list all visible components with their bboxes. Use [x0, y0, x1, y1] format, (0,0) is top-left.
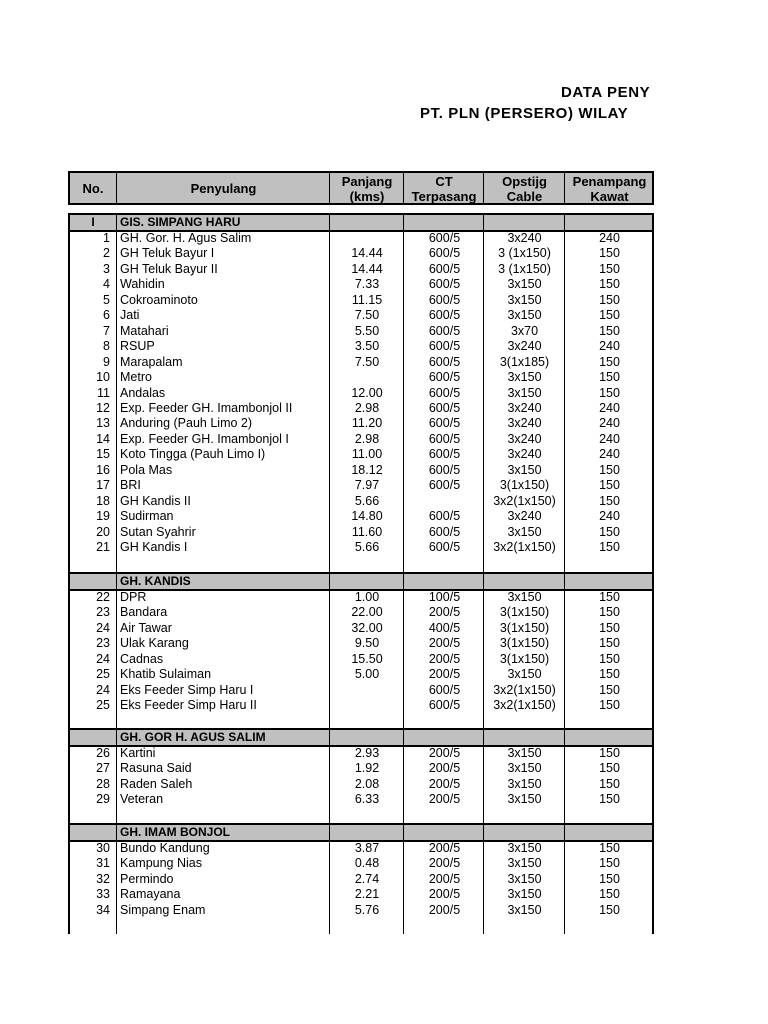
feeder-name: Wahidin [120, 277, 165, 292]
feeder-name: Marapalam [120, 354, 183, 369]
table-row [0, 683, 768, 699]
opstijg-cable: 3x150 [507, 761, 542, 776]
table-row [0, 540, 768, 556]
conductor-size: 150 [599, 636, 620, 651]
row-number: 1 [103, 231, 110, 245]
ct-rating: 200/5 [428, 776, 461, 791]
opstijg-cable: 3x240 [507, 231, 542, 245]
row-number: 24 [96, 682, 110, 697]
feeder-name: Khatib Sulaiman [120, 667, 212, 682]
row-number: 24 [96, 620, 110, 635]
row-number: 13 [96, 416, 110, 431]
table-row [0, 355, 768, 371]
table-border [69, 203, 654, 205]
table-border [564, 171, 565, 205]
conductor-size: 150 [599, 776, 620, 791]
conductor-size: 150 [599, 667, 620, 682]
conductor-size: 240 [599, 431, 620, 446]
table-row [0, 386, 768, 402]
row-number: 34 [96, 902, 110, 917]
conductor-size: 150 [599, 323, 620, 338]
section-title: GH. IMAM BONJOL [120, 825, 230, 839]
ct-rating: 600/5 [428, 682, 461, 697]
row-number: 28 [96, 776, 110, 791]
length-kms: 18.12 [351, 462, 383, 477]
opstijg-cable: 3x240 [507, 447, 542, 462]
row-number: 14 [96, 431, 110, 446]
feeder-name: Cokroaminoto [120, 292, 198, 307]
conductor-size: 150 [599, 590, 620, 604]
opstijg-cable: 3x150 [507, 792, 542, 807]
table-row [0, 652, 768, 668]
row-number: 16 [96, 462, 110, 477]
opstijg-cable: 3x150 [507, 841, 542, 855]
opstijg-cable: 3x240 [507, 509, 542, 524]
table-row [0, 339, 768, 355]
feeder-name: Andalas [120, 385, 166, 400]
header-ct: CT Terpasang [411, 173, 477, 204]
length-kms: 12.00 [351, 385, 383, 400]
row-number: 10 [96, 370, 110, 385]
ct-rating: 200/5 [428, 636, 461, 651]
conductor-size: 150 [599, 261, 620, 276]
opstijg-cable: 3x150 [507, 856, 542, 871]
opstijg-cable: 3x2(1x150) [493, 540, 556, 554]
table-row [0, 636, 768, 652]
length-kms: 9.50 [354, 636, 380, 651]
length-kms: 2.98 [354, 400, 380, 415]
section-title: GH. GOR H. AGUS SALIM [120, 730, 266, 744]
ct-rating: 600/5 [428, 400, 461, 415]
row-number: 4 [103, 277, 110, 292]
conductor-size: 240 [599, 416, 620, 431]
length-kms: 22.00 [351, 605, 383, 620]
conductor-size: 150 [599, 246, 620, 261]
conductor-size: 150 [599, 370, 620, 385]
feeder-name: GH Teluk Bayur I [120, 246, 215, 261]
conductor-size: 150 [599, 902, 620, 917]
opstijg-cable: 3(1x150) [499, 636, 550, 651]
table-row [0, 621, 768, 637]
feeder-name: Veteran [120, 792, 164, 807]
opstijg-cable: 3(1x150) [499, 478, 550, 493]
opstijg-cable: 3(1x185) [499, 354, 550, 369]
length-kms: 2.93 [354, 746, 380, 760]
ct-rating: 600/5 [428, 431, 461, 446]
table-row [0, 494, 768, 510]
length-kms: 2.98 [354, 431, 380, 446]
feeder-name: Pola Mas [120, 462, 173, 477]
section-roman-numeral: I [91, 215, 95, 229]
conductor-size: 150 [599, 746, 620, 760]
opstijg-cable: 3(1x150) [499, 651, 550, 666]
ct-rating: 200/5 [428, 792, 461, 807]
length-kms: 5.66 [354, 493, 380, 508]
feeder-name: Koto Tingga (Pauh Limo I) [120, 447, 266, 462]
opstijg-cable: 3x150 [507, 667, 542, 682]
length-kms: 7.50 [354, 354, 380, 369]
length-kms: 5.50 [354, 323, 380, 338]
ct-rating: 100/5 [428, 590, 461, 604]
feeder-name: Jati [120, 308, 140, 323]
conductor-size: 150 [599, 308, 620, 323]
header-panjang: Panjang (kms) [341, 173, 393, 204]
ct-rating: 200/5 [428, 841, 461, 855]
ct-rating: 200/5 [428, 856, 461, 871]
ct-rating: 600/5 [428, 385, 461, 400]
table-border [68, 171, 70, 205]
row-number: 24 [96, 651, 110, 666]
opstijg-cable: 3x150 [507, 902, 542, 917]
opstijg-cable: 3x150 [507, 385, 542, 400]
length-kms: 5.00 [354, 667, 380, 682]
ct-rating: 600/5 [428, 524, 461, 539]
ct-rating: 600/5 [428, 339, 461, 354]
opstijg-cable: 3 (1x150) [498, 246, 551, 261]
feeder-name: Raden Saleh [120, 776, 193, 791]
opstijg-cable: 3x150 [507, 292, 542, 307]
conductor-size: 240 [599, 339, 620, 354]
table-row [0, 262, 768, 278]
table-row [0, 416, 768, 432]
conductor-size: 150 [599, 620, 620, 635]
row-number: 22 [96, 590, 110, 604]
feeder-name: Bandara [120, 605, 168, 620]
table-border [69, 171, 654, 173]
table-row [0, 525, 768, 541]
section-title: GIS. SIMPANG HARU [120, 215, 241, 229]
feeder-name: Sutan Syahrir [120, 524, 196, 539]
opstijg-cable: 3x150 [507, 308, 542, 323]
ct-rating: 600/5 [428, 231, 461, 245]
opstijg-cable: 3x240 [507, 431, 542, 446]
length-kms: 5.66 [354, 540, 380, 554]
table-row [0, 777, 768, 793]
length-kms: 7.97 [354, 478, 380, 493]
row-number: 20 [96, 524, 110, 539]
feeder-name: Matahari [120, 323, 169, 338]
feeder-name: Cadnas [120, 651, 164, 666]
row-number: 12 [96, 400, 110, 415]
ct-rating: 200/5 [428, 746, 461, 760]
length-kms: 0.48 [354, 856, 380, 871]
row-number: 31 [96, 856, 110, 871]
row-number: 15 [96, 447, 110, 462]
feeder-name: BRI [120, 478, 141, 493]
conductor-size: 150 [599, 761, 620, 776]
opstijg-cable: 3x150 [507, 277, 542, 292]
opstijg-cable: 3x150 [507, 887, 542, 902]
conductor-size: 240 [599, 447, 620, 462]
ct-rating: 200/5 [428, 605, 461, 620]
ct-rating: 600/5 [428, 308, 461, 323]
ct-rating: 400/5 [428, 620, 461, 635]
ct-rating: 600/5 [428, 416, 461, 431]
length-kms: 14.44 [351, 246, 383, 261]
ct-rating: 600/5 [428, 370, 461, 385]
length-kms: 1.00 [354, 590, 380, 604]
conductor-size: 240 [599, 509, 620, 524]
table-row [0, 605, 768, 621]
table-border [652, 171, 654, 205]
conductor-size: 150 [599, 605, 620, 620]
row-number: 17 [96, 478, 110, 493]
row-number: 27 [96, 761, 110, 776]
conductor-size: 150 [599, 698, 620, 713]
table-row [0, 590, 768, 606]
table-row [0, 746, 768, 762]
table-row [0, 903, 768, 919]
feeder-name: Eks Feeder Simp Haru II [120, 698, 257, 713]
feeder-name: Metro [120, 370, 152, 385]
feeder-name: Air Tawar [120, 620, 172, 635]
feeder-name: Kampung Nias [120, 856, 202, 871]
opstijg-cable: 3x150 [507, 776, 542, 791]
header-no: No. [82, 181, 104, 196]
feeder-name: Anduring (Pauh Limo 2) [120, 416, 253, 431]
opstijg-cable: 3x2(1x150) [493, 493, 556, 508]
conductor-size: 150 [599, 792, 620, 807]
ct-rating: 200/5 [428, 667, 461, 682]
opstijg-cable: 3x150 [507, 590, 542, 604]
feeder-name: DPR [120, 590, 147, 604]
table-row [0, 277, 768, 293]
feeder-name: Eks Feeder Simp Haru I [120, 682, 254, 697]
table-border [483, 171, 484, 205]
ct-rating: 600/5 [428, 462, 461, 477]
table-row [0, 246, 768, 262]
length-kms: 3.50 [354, 339, 380, 354]
table-row [0, 308, 768, 324]
conductor-size: 150 [599, 462, 620, 477]
ct-rating: 600/5 [428, 698, 461, 713]
opstijg-cable: 3(1x150) [499, 605, 550, 620]
feeder-name: GH Kandis II [120, 493, 191, 508]
table-row [0, 792, 768, 808]
table-row [0, 324, 768, 340]
length-kms: 2.74 [354, 871, 380, 886]
opstijg-cable: 3x240 [507, 339, 542, 354]
opstijg-cable: 3x150 [507, 871, 542, 886]
ct-rating: 200/5 [428, 871, 461, 886]
feeder-name: Permindo [120, 871, 174, 886]
row-number: 11 [97, 385, 110, 400]
ct-rating: 200/5 [428, 761, 461, 776]
row-number: 2 [103, 246, 110, 261]
ct-rating: 600/5 [428, 277, 461, 292]
ct-rating: 600/5 [428, 261, 461, 276]
table-row [0, 463, 768, 479]
opstijg-cable: 3x240 [507, 400, 542, 415]
table-row [0, 856, 768, 872]
row-number: 32 [96, 871, 110, 886]
opstijg-cable: 3x150 [507, 462, 542, 477]
length-kms: 32.00 [351, 620, 383, 635]
table-row [0, 509, 768, 525]
ct-rating: 600/5 [428, 292, 461, 307]
ct-rating: 600/5 [428, 323, 461, 338]
row-number: 23 [96, 605, 110, 620]
table-border [403, 171, 404, 205]
document-title-line2: PT. PLN (PERSERO) WILAY [420, 105, 629, 122]
table-row [0, 231, 768, 247]
table-border [329, 171, 330, 205]
length-kms: 11.20 [351, 416, 383, 431]
length-kms: 14.44 [351, 261, 383, 276]
table-row [0, 698, 768, 714]
length-kms: 6.33 [354, 792, 380, 807]
opstijg-cable: 3x150 [507, 370, 542, 385]
length-kms: 7.33 [354, 277, 380, 292]
feeder-name: GH. Gor. H. Agus Salim [120, 231, 252, 245]
conductor-size: 150 [599, 856, 620, 871]
feeder-name: Ulak Karang [120, 636, 189, 651]
feeder-name: Kartini [120, 746, 156, 760]
length-kms: 2.08 [354, 776, 380, 791]
opstijg-cable: 3x70 [510, 323, 539, 338]
ct-rating: 200/5 [428, 902, 461, 917]
ct-rating: 600/5 [428, 246, 461, 261]
opstijg-cable: 3x2(1x150) [493, 698, 556, 713]
conductor-size: 150 [599, 871, 620, 886]
length-kms: 3.87 [354, 841, 380, 855]
opstijg-cable: 3x240 [507, 416, 542, 431]
conductor-size: 150 [599, 385, 620, 400]
row-number: 23 [96, 636, 110, 651]
conductor-size: 150 [599, 277, 620, 292]
conductor-size: 240 [599, 400, 620, 415]
length-kms: 11.60 [351, 524, 383, 539]
feeder-name: Exp. Feeder GH. Imambonjol I [120, 431, 289, 446]
table-row [0, 841, 768, 857]
feeder-name: Exp. Feeder GH. Imambonjol II [120, 400, 293, 415]
length-kms: 5.76 [354, 902, 380, 917]
header-penyulang: Penyulang [190, 181, 257, 196]
document-title-line1: DATA PENY [561, 84, 651, 101]
opstijg-cable: 3x2(1x150) [493, 682, 556, 697]
row-number: 19 [96, 509, 110, 524]
length-kms: 11.15 [351, 292, 383, 307]
row-number: 7 [103, 323, 110, 338]
row-number: 33 [96, 887, 110, 902]
opstijg-cable: 3x150 [507, 524, 542, 539]
conductor-size: 150 [599, 682, 620, 697]
length-kms: 7.50 [354, 308, 380, 323]
header-opstijg: Opstijg Cable [502, 173, 547, 204]
feeder-name: Simpang Enam [120, 902, 206, 917]
length-kms: 1.92 [354, 761, 380, 776]
table-row [0, 370, 768, 386]
header-penampang: Penampang Kawat [572, 173, 647, 204]
conductor-size: 150 [599, 524, 620, 539]
row-number: 25 [96, 667, 110, 682]
row-number: 18 [96, 493, 110, 508]
table-row [0, 447, 768, 463]
opstijg-cable: 3 (1x150) [498, 261, 551, 276]
conductor-size: 150 [599, 887, 620, 902]
ct-rating: 200/5 [428, 887, 461, 902]
feeder-name: GH Kandis I [120, 540, 188, 554]
table-row [0, 293, 768, 309]
ct-rating: 600/5 [428, 354, 461, 369]
opstijg-cable: 3(1x150) [499, 620, 550, 635]
row-number: 21 [96, 540, 110, 554]
row-number: 26 [96, 746, 110, 760]
conductor-size: 150 [599, 354, 620, 369]
feeder-name: Ramayana [120, 887, 181, 902]
length-kms: 15.50 [351, 651, 383, 666]
table-row [0, 478, 768, 494]
feeder-name: GH Teluk Bayur II [120, 261, 218, 276]
conductor-size: 150 [599, 292, 620, 307]
feeder-name: RSUP [120, 339, 155, 354]
conductor-size: 240 [599, 231, 620, 245]
section-title: GH. KANDIS [120, 574, 191, 588]
conductor-size: 150 [599, 841, 620, 855]
row-number: 3 [103, 261, 110, 276]
conductor-size: 150 [599, 478, 620, 493]
row-number: 5 [103, 292, 110, 307]
ct-rating: 600/5 [428, 509, 461, 524]
feeder-name: Bundo Kandung [120, 841, 210, 855]
ct-rating: 600/5 [428, 540, 461, 554]
length-kms: 11.00 [351, 447, 383, 462]
table-row [0, 401, 768, 417]
ct-rating: 200/5 [428, 651, 461, 666]
conductor-size: 150 [599, 540, 620, 554]
feeder-name: Sudirman [120, 509, 174, 524]
opstijg-cable: 3x150 [507, 746, 542, 760]
length-kms: 14.80 [351, 509, 383, 524]
row-number: 29 [96, 792, 110, 807]
row-number: 25 [96, 698, 110, 713]
table-border [116, 171, 117, 205]
ct-rating: 600/5 [428, 447, 461, 462]
table-row [0, 887, 768, 903]
row-number: 6 [103, 308, 110, 323]
table-row [0, 432, 768, 448]
conductor-size: 150 [599, 493, 620, 508]
conductor-size: 150 [599, 651, 620, 666]
row-number: 8 [103, 339, 110, 354]
feeder-name: Rasuna Said [120, 761, 192, 776]
table-row [0, 872, 768, 888]
row-number: 30 [96, 841, 110, 855]
ct-rating: 600/5 [428, 478, 461, 493]
row-number: 9 [103, 354, 110, 369]
table-row [0, 761, 768, 777]
table-row [0, 667, 768, 683]
length-kms: 2.21 [354, 887, 380, 902]
